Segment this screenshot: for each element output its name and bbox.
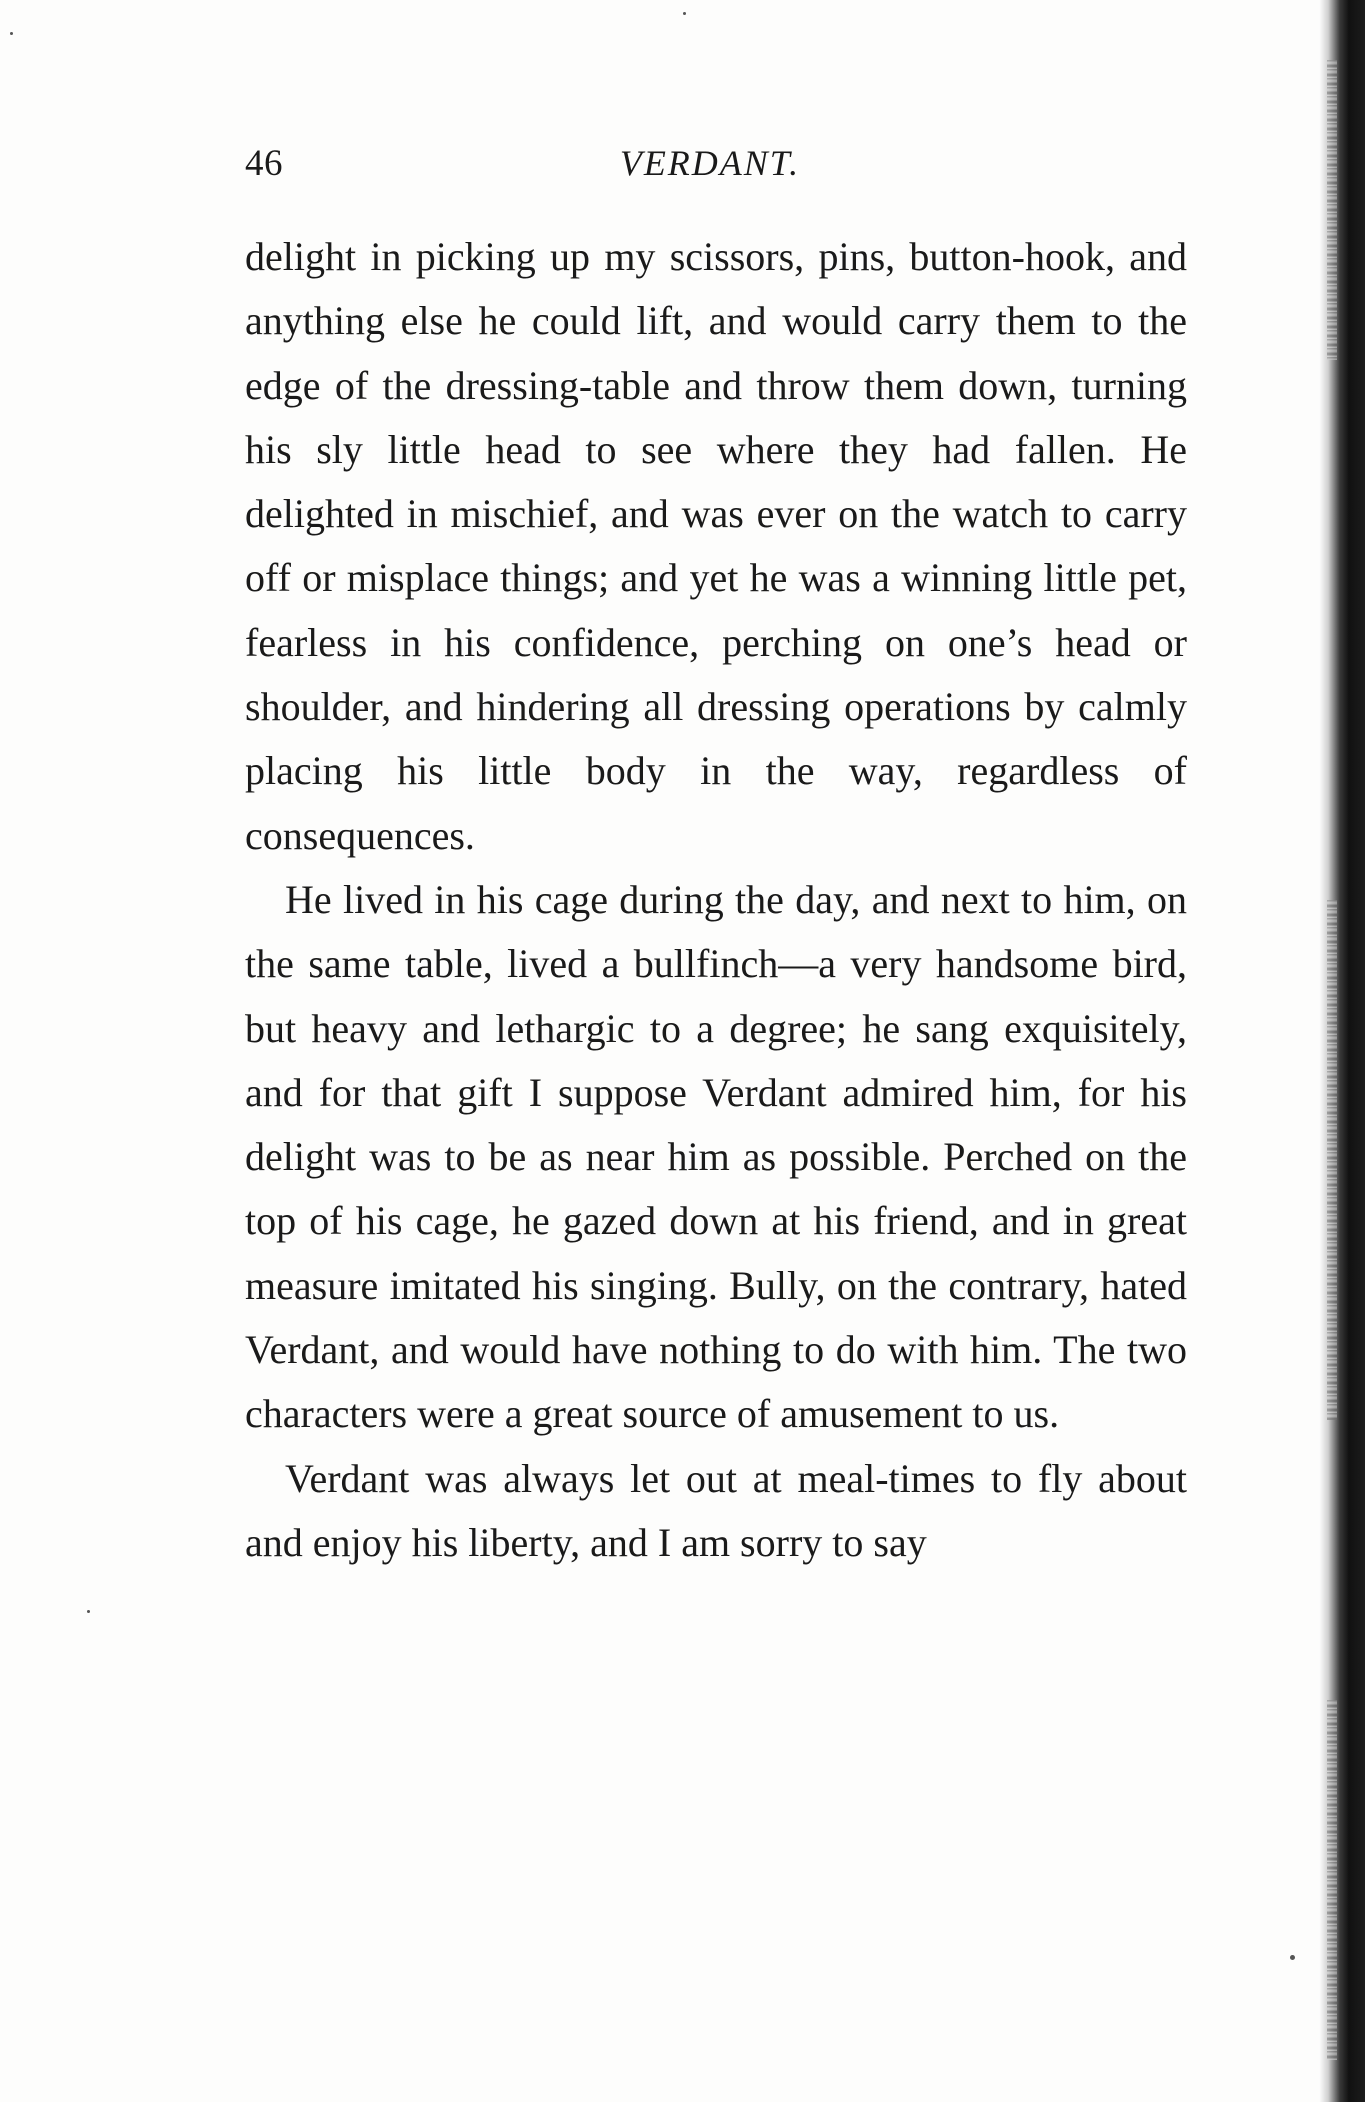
- page-edge-shadow: [1319, 0, 1365, 2102]
- body-text: [245, 225, 1187, 1575]
- scan-speck: [1290, 1955, 1295, 1960]
- paragraph-3: Verdant was always let out at meal-times to fly about and enjoy his liberty, and I am sorry to say: [245, 1455, 1187, 1565]
- scan-speck: [87, 1610, 90, 1613]
- paragraph-2: He lived in his cage during the day, and next to him, on the same table, lived a bullfinch—a very handsome bird, but heavy and lethargic to a degree; he sang exquisitely, and for that gift I suppose Verdant admired him, for his delight was to be as near him as possible. Perched on the top of his cage, he gazed down at his friend, and in great measure imitated his singing. Bully, on the contrary, hated Verdant, and would have nothing to do with him. The two characters were a great source of amusement to us.: [245, 876, 1187, 1437]
- running-title: VERDANT.: [619, 143, 801, 183]
- paragraph-1: delight in picking up my scissors, pins, button-hook, and anything else he could lift, and would carry them to the edge of the dressing-table and throw them down, turning his sly little head to see where they had fallen. He delighted in mischief, and was ever on the watch to carry off or misplace things; and yet he was a winning little pet, fearless in his confidence, perching on one’s head or shoulder, and hindering all dressing operations by calmly placing his little body in the way, regardless of consequences.: [245, 234, 1187, 858]
- edge-texture: [1327, 60, 1337, 360]
- scan-speck: [683, 12, 686, 15]
- page-number: 46: [245, 143, 283, 184]
- scan-speck: [10, 32, 13, 35]
- running-head: [245, 142, 1175, 192]
- edge-texture: [1327, 900, 1337, 1420]
- edge-texture: [1327, 1700, 1337, 2060]
